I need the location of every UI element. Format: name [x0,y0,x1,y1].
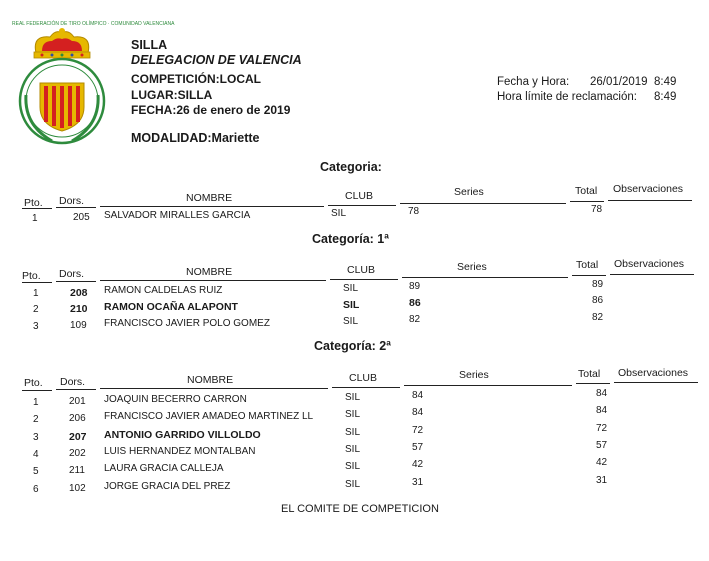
col-pto: Pto. [24,197,43,209]
col-dors: Dors. [59,268,85,280]
row-dors: 109 [70,320,87,331]
row-dors: 202 [69,448,86,459]
col-dors: Dors. [59,195,85,207]
header-rule [328,205,396,206]
col-series: Series [459,369,489,381]
date-label: FECHA: [131,103,177,117]
competition-label: COMPETICIÓN:LOCAL [131,72,261,86]
town-title: SILLA [131,38,168,52]
row-total: 72 [596,423,608,434]
row-club: SIL [331,208,347,219]
deadline-time: 8:49 [654,91,677,103]
deadline-line [497,91,677,103]
datetime-date: 26/01/2019 [590,76,648,88]
row-total: 31 [596,475,608,486]
row-pto: 1 [32,213,38,224]
col-pto: Pto. [24,377,43,389]
header-rule [332,387,400,388]
col-total: Total [576,259,599,271]
crown-icon [34,28,90,58]
row-series: 89 [409,281,421,292]
col-club: CLUB [345,190,374,202]
row-club: SIL [343,316,359,327]
row-series: 42 [412,459,424,470]
row-total: 84 [596,388,608,399]
col-observaciones: Observaciones [613,183,684,195]
row-series: 72 [412,425,424,436]
header-rule [100,388,328,389]
row-club: SIL [343,283,359,294]
row-pto: 3 [33,321,39,332]
col-dors: Dors. [60,376,86,388]
row-dors: 102 [69,483,86,494]
row-pto: 2 [33,414,39,425]
header-rule [22,282,52,283]
header-rule [56,207,96,208]
row-name: LAURA GRACIA CALLEJA [104,463,224,474]
shield-icon [40,83,84,131]
row-club: SIL [345,409,361,420]
row-dors: 207 [69,431,87,443]
col-total: Total [578,368,601,380]
row-name: LUIS HERNANDEZ MONTALBAN [104,446,256,457]
col-total: Total [575,185,598,197]
delegation-title: DELEGACION DE VALENCIA [131,53,302,67]
row-club: SIL [345,479,361,490]
row-club: SIL [343,299,360,311]
row-name: JOAQUIN BECERRO CARRON [104,394,247,405]
col-nombre: NOMBRE [186,192,233,204]
header-rule [400,203,566,204]
header-rule [330,279,398,280]
row-series: 84 [412,407,424,418]
row-name: ANTONIO GARRIDO VILLOLDO [104,429,261,441]
row-total: 89 [592,279,604,290]
row-series: 31 [412,477,424,488]
row-dors: 210 [70,303,88,315]
row-dors: 205 [73,212,90,223]
row-series: 84 [412,390,424,401]
category-title: Categoría: 1ª [312,232,389,246]
date-value: 26 de enero de 2019 [176,103,291,117]
header-rule [22,390,52,391]
header-rule [100,280,326,281]
row-club: SIL [345,392,361,403]
row-name: SALVADOR MIRALLES GARCIA [104,210,251,221]
row-name: RAMON CALDELAS RUIZ [104,285,223,296]
header-rule [610,274,694,275]
place-label: LUGAR:SILLA [131,88,213,102]
row-pto: 1 [33,397,39,408]
row-name: RAMON OCAÑA ALAPONT [104,301,238,313]
row-pto: 4 [33,449,39,460]
committee-footer: EL COMITE DE COMPETICION [281,503,439,515]
datetime-line [497,76,677,88]
row-pto: 5 [33,466,39,477]
header-rule [404,385,572,386]
category-title: Categoría: 2ª [314,339,391,353]
logo-ring-text: REAL FEDERACIÓN DE TIRO OLÍMPICO · COMUNIDAD VALENCIANA [12,21,175,27]
row-total: 84 [596,405,608,416]
date-line [131,103,290,117]
row-name: JORGE GRACIA DEL PREZ [104,481,231,492]
header-rule [572,275,606,276]
row-dors: 206 [69,413,86,424]
col-observaciones: Observaciones [614,258,685,270]
row-pto: 1 [33,288,39,299]
col-nombre: NOMBRE [187,374,234,386]
col-club: CLUB [347,264,376,276]
row-dors: 201 [69,396,86,407]
datetime-label: Fecha y Hora: [497,76,570,88]
row-total: 86 [592,295,604,306]
col-nombre: NOMBRE [186,266,233,278]
row-club: SIL [345,427,361,438]
row-pto: 2 [33,304,39,315]
row-series: 86 [409,297,421,309]
row-club: SIL [345,461,361,472]
category-title: Categoria: [320,160,382,174]
row-series: 82 [409,314,421,325]
header-rule [402,277,568,278]
row-pto: 3 [33,432,39,443]
header-rule [56,281,96,282]
row-total: 57 [596,440,608,451]
deadline-label: Hora límite de reclamación: [497,91,637,103]
col-pto: Pto. [22,270,41,282]
row-pto: 6 [33,484,39,495]
row-series: 57 [412,442,424,453]
row-name: FRANCISCO JAVIER AMADEO MARTINEZ LL [104,411,314,422]
row-total: 82 [592,312,604,323]
row-total: 78 [591,204,603,215]
header-rule [608,200,692,201]
col-club: CLUB [349,372,378,384]
col-observaciones: Observaciones [618,367,689,379]
datetime-time: 8:49 [654,76,677,88]
col-series: Series [454,186,484,198]
col-series: Series [457,261,487,273]
header-rule [576,383,610,384]
modality-label: MODALIDAD:Mariette [131,131,260,145]
row-series: 78 [408,206,420,217]
row-club: SIL [345,444,361,455]
header-rule [56,389,96,390]
row-dors: 208 [70,287,88,299]
header-rule [100,206,324,207]
row-name: FRANCISCO JAVIER POLO GOMEZ [104,318,270,329]
row-dors: 211 [69,465,85,476]
row-total: 42 [596,457,608,468]
header-rule [614,382,698,383]
header-rule [570,201,604,202]
header-rule [22,208,52,209]
